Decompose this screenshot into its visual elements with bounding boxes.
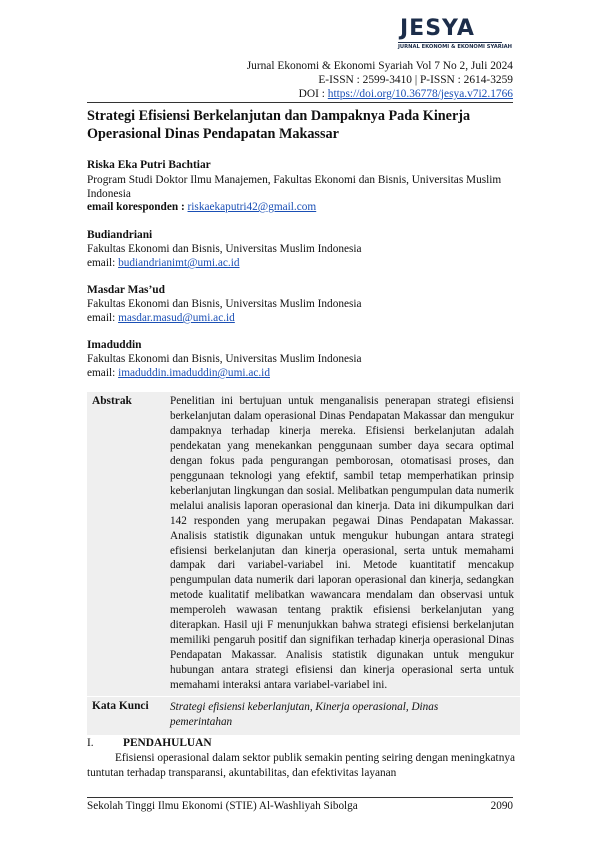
logo-wordmark: JESYA (400, 16, 475, 41)
author-email-line (87, 312, 235, 324)
author-email-link[interactable]: riskaekaputri42@gmail.com (187, 201, 317, 213)
abstract-text: Penelitian ini bertujuan untuk menganalisis penerapan strategi efisiensi berkelanjutan dalam operasional Dinas Pendapatan Makassar dan mengukur dampaknya terhadap kinerja mereka. Efisiensi berkelanjutan adalah pendekatan yang menekankan penggunaan sumber daya secara optimal dengan fokus pada pengurangan pemborosan, otomatisasi proses, dan penggunaan teknologi yang efektif, sambil tetap memperhatikan prinsip keberlanjutan lingkungan dan sosial. Melibatkan pengumpulan data numerik melalui analisis laporan operasional dan kinerja. Data ini dikumpulkan dari 142 responden yang merupakan pegawai Dinas Pendapatan Makassar. Analisis statistik digunakan untuk mengukur hubungan antara strategi efisiensi berkelanjutan dan kinerja operasional, serta untuk memahami dampak dari variabel-variabel ini. Metode kuantitatif mencakup pengumpulan data numerik dari laporan operasional dan kinerja, sedangkan metode kualitatif melibatkan wawancara mendalam dan observasi untuk memperoleh wawasan tentang praktik efisiensi berkelanjutan yang diterapkan. Hasil uji F menunjukkan bahwa strategi efisiensi berkelanjutan memiliki pengaruh positif dan signifikan terhadap kinerja operasional Dinas Pendapatan Makassar. Analisis statistik digunakan untuk mengukur hubungan antara strategi efisiensi dan kinerja operasional serta untuk memahami interaksi antara variabel-variabel ini. (170, 395, 514, 692)
journal-line: Jurnal Ekonomi & Ekonomi Syariah Vol 7 No 2, Juli 2024 (246, 60, 513, 72)
doi-line (299, 88, 513, 100)
footer-institution: Sekolah Tinggi Ilmu Ekonomi (STIE) Al-Washliyah Sibolga (87, 800, 358, 812)
logo-underline (398, 42, 502, 43)
keywords-text: Strategi efisiensi keberlanjutan, Kinerja operasional, Dinas pemerintahan (170, 701, 439, 728)
doi-label: DOI : (298, 88, 328, 100)
author-email-line (87, 201, 316, 213)
section-title: PENDAHULUAN (123, 737, 212, 749)
author-affiliation: Program Studi Doktor Ilmu Manajemen, Fakultas Ekonomi dan Bisnis, Universitas Muslim Indonesia (87, 174, 502, 200)
doi-link[interactable]: https://doi.org/10.36778/jesya.v7i2.1766 (327, 88, 513, 100)
email-label: email: (87, 257, 119, 269)
author-name: Imaduddin (87, 339, 142, 351)
author-email-link[interactable]: budiandrianimt@umi.ac.id (118, 257, 240, 269)
author-email-link[interactable]: imaduddin.imaduddin@umi.ac.id (118, 367, 270, 379)
email-label: email koresponden : (87, 201, 188, 213)
email-label: email: (87, 312, 119, 324)
logo-tagline: JURNAL EKONOMI & EKONOMI SYARIAH (398, 44, 513, 50)
email-label: email: (87, 367, 119, 379)
author-name: Budiandriani (87, 229, 153, 241)
section-paragraph: Efisiensi operasional dalam sektor publik semakin penting seiring dengan meningkatnya tuntutan terhadap transparansi, akuntabilitas, dan efektivitas layanan (87, 752, 516, 779)
header-rule (87, 102, 513, 103)
author-affiliation: Fakultas Ekonomi dan Bisnis, Universitas Muslim Indonesia (87, 353, 362, 365)
paper-title: Strategi Efisiensi Berkelanjutan dan Dampaknya Pada Kinerja Operasional Dinas Pendapatan Makassar (87, 108, 471, 142)
author-email-line (87, 367, 270, 379)
author-affiliation: Fakultas Ekonomi dan Bisnis, Universitas Muslim Indonesia (87, 298, 362, 310)
author-affiliation: Fakultas Ekonomi dan Bisnis, Universitas Muslim Indonesia (87, 243, 362, 255)
journal-logo (380, 18, 530, 58)
page-number: 2090 (490, 800, 513, 812)
footer-rule (87, 797, 513, 798)
keywords-label: Kata Kunci (92, 700, 149, 712)
abstract-label: Abstrak (92, 395, 132, 407)
author-name: Masdar Mas’ud (87, 284, 165, 296)
issn-line: E-ISSN : 2599-3410 | P-ISSN : 2614-3259 (318, 74, 513, 86)
section-number: I. (87, 737, 94, 749)
author-email-link[interactable]: masdar.masud@umi.ac.id (118, 312, 235, 324)
author-name: Riska Eka Putri Bachtiar (87, 159, 211, 171)
author-email-line (87, 257, 240, 269)
